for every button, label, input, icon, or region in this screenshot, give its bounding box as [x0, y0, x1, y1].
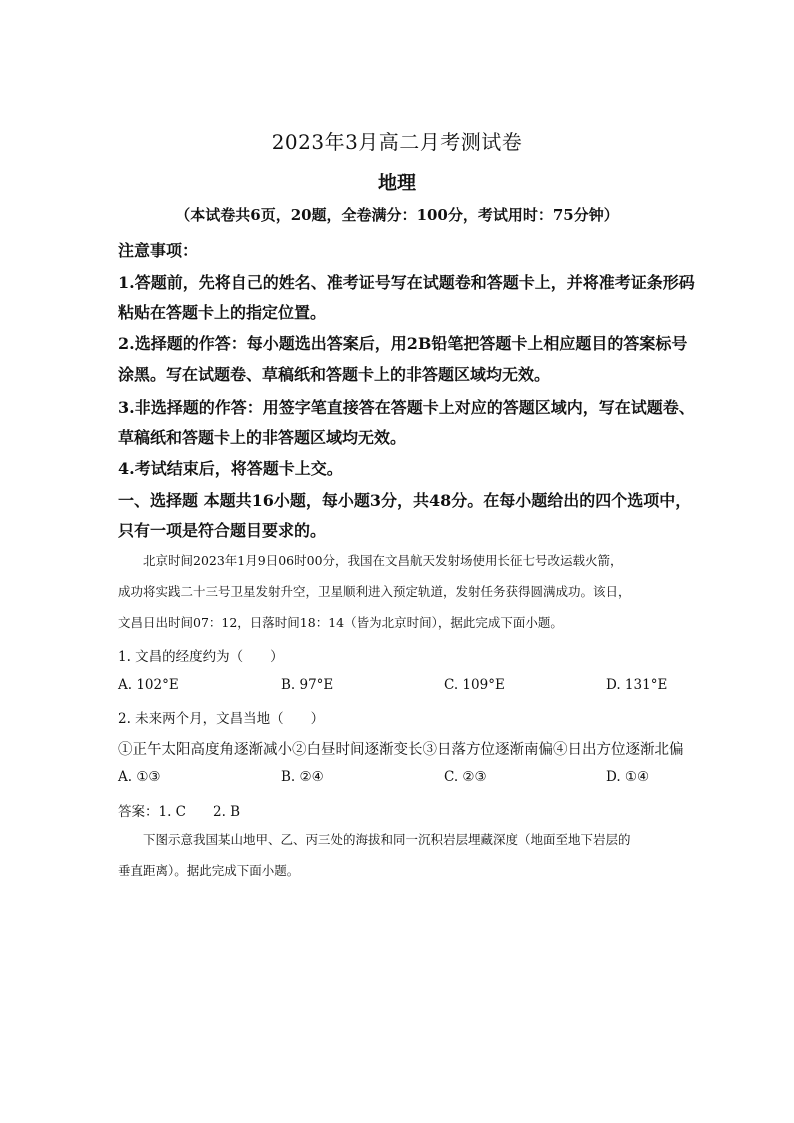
- question-1-stem: 1. 文昌的经度约为（ ）: [118, 649, 284, 665]
- passage-line: 北京时间2023年1月9日06时00分，我国在文昌航天发射场使用长征七号改运载火箭，: [143, 553, 623, 568]
- passage-1: [118, 545, 698, 638]
- q1-option-c: C. 109°E: [444, 677, 505, 693]
- notice-line: 草稿纸和答题卡上的非答题区域均无效。: [118, 428, 407, 447]
- notice-heading: 注意事项：: [118, 241, 199, 260]
- notice-line: 涂黑。写在试题卷、草稿纸和答题卡上的非答题区域均无效。: [118, 365, 551, 384]
- exam-meta: （本试卷共6页，20题，全卷满分：100分，考试用时：75分钟）: [175, 206, 619, 224]
- passage-line: 成功将实践二十三号卫星发射升空，卫星顺利进入预定轨道，发射任务获得圆满成功。该日，: [118, 584, 631, 599]
- section-heading-cont: 只有一项是符合题目要求的。: [118, 521, 327, 540]
- passage-line: 垂直距离）。据此完成下面小题。: [118, 863, 300, 878]
- subject-heading: 地理: [377, 172, 416, 194]
- q2-option-c: C. ②③: [444, 769, 487, 785]
- section-heading: 一、选择题 本题共16小题，每小题3分，共48分。在每小题给出的四个选项中，: [118, 491, 692, 510]
- question-2-stem: 2. 未来两个月，文昌当地（ ）: [118, 711, 325, 727]
- q1-option-a: A. 102°E: [118, 677, 179, 693]
- notice-line: 粘贴在答题卡上的指定位置。: [118, 303, 327, 322]
- notice-line: 1.答题前，先将自己的姓名、准考证号写在试题卷和答题卡上，并将准考证条形码: [118, 273, 695, 292]
- passage-2: [118, 824, 698, 886]
- answer-line: 答案：1. C 2. B: [118, 804, 241, 820]
- notice-line: 2.选择题的作答：每小题选出答案后，用2B铅笔把答题卡上相应题目的答案标号: [118, 334, 688, 353]
- q2-option-d: D. ①④: [606, 769, 650, 785]
- question-2-statements: ①正午太阳高度角逐渐减小②白昼时间逐渐变长③日落方位逐渐南偏④日出方位逐渐北偏: [118, 742, 684, 758]
- q1-option-b: B. 97°E: [281, 677, 334, 693]
- passage-line: 下图示意我国某山地甲、乙、丙三处的海拔和同一沉积岩层埋藏深度（地面至地下岩层的: [143, 832, 631, 847]
- q2-option-b: B. ②④: [281, 769, 324, 785]
- notice-line: 4.考试结束后，将答题卡上交。: [118, 459, 343, 478]
- passage-line: 文昌日出时间07：12，日落时间18：14（皆为北京时间），据此完成下面小题。: [118, 615, 563, 630]
- notice-line: 3.非选择题的作答：用签字笔直接答在答题卡上对应的答题区域内，写在试题卷、: [118, 398, 695, 417]
- page-title: 2023年3月高二月考测试卷: [271, 130, 523, 154]
- q2-option-a: A. ①③: [118, 769, 161, 785]
- q1-option-d: D. 131°E: [606, 677, 668, 693]
